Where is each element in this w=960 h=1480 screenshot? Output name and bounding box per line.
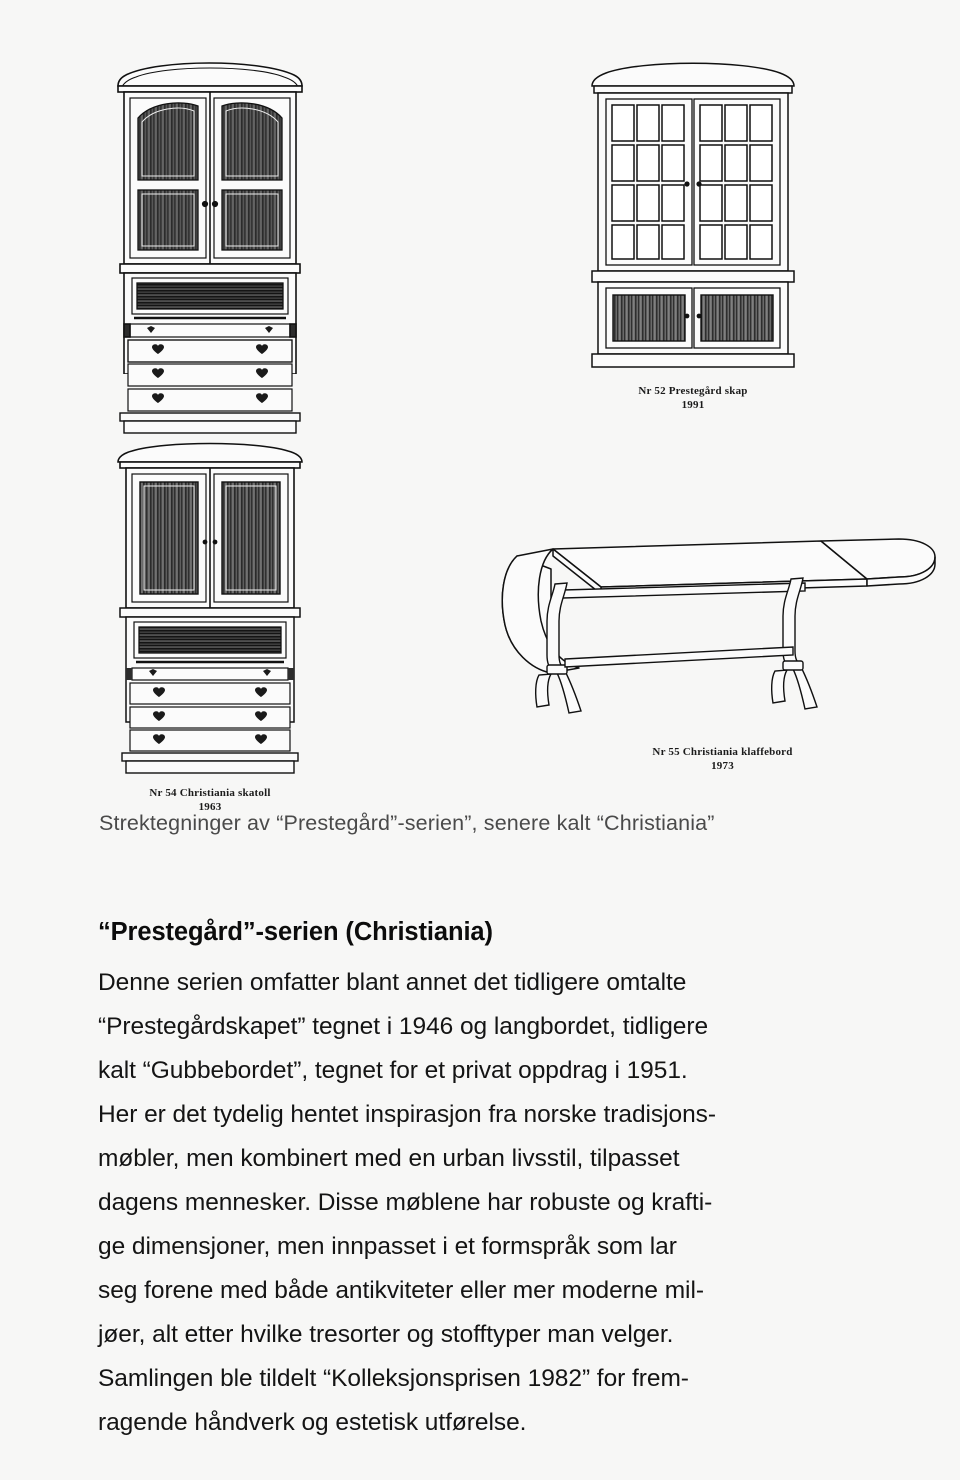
figure-nr-51	[108, 44, 312, 472]
figure-caption-title: Nr 52 Prestegård skap	[638, 385, 748, 397]
body-line: Denne serien omfatter blant annet det tidligere omtalte	[98, 969, 687, 996]
article-body	[98, 918, 888, 1445]
body-line: Her er det tydelig hentet inspirasjon fra norske tradisjons-	[98, 1101, 716, 1128]
figure-caption-title: Nr 54 Christiania skatoll	[149, 787, 271, 799]
plate-caption: Strektegninger av “Prestegård”-serien”, senere kalt “Christiania”	[99, 811, 715, 835]
body-line: ragende håndverk og estetisk utførelse.	[98, 1409, 527, 1436]
drop-leaf-table-drawing	[495, 535, 950, 725]
body-line: ge dimensjoner, men innpasset i et formspråk som lar	[98, 1233, 677, 1260]
body-line: seg forene med både antikviteter eller mer moderne mil-	[98, 1277, 704, 1304]
figure-nr-52	[572, 56, 814, 412]
figure-caption	[572, 384, 814, 412]
figure-caption-year: 1991	[681, 399, 705, 412]
article-paragraph	[98, 961, 888, 1445]
figure-caption-year: 1973	[711, 760, 734, 773]
glazed-cabinet-drawing	[572, 56, 814, 376]
body-line: møbler, men kombinert med en urban livsstil, tilpasset	[98, 1145, 680, 1172]
figure-caption	[495, 745, 950, 773]
cabinet-lower-drawers	[108, 360, 312, 438]
body-line: Samlingen ble tildelt “Kolleksjonsprisen 1982” for frem-	[98, 1365, 689, 1392]
body-line: kalt “Gubbebordet”, tegnet for et privat oppdrag i 1951.	[98, 1057, 688, 1084]
figure-caption-year: 1963	[198, 801, 222, 814]
body-line: dagens mennesker. Disse møblene har robuste og krafti-	[98, 1189, 713, 1216]
figure-nr-55	[495, 535, 950, 773]
body-line: “Prestegårdskapet” tegnet i 1946 og langbordet, tidligere	[98, 1013, 709, 1040]
body-line: jøer, alt etter hvilke tresorter og stofftyper man velger.	[98, 1321, 674, 1348]
figure-nr-54	[108, 438, 312, 814]
cabinet-base-plinth	[108, 728, 312, 780]
figure-caption-title: Nr 55 Christiania klaffebord	[652, 746, 793, 758]
cabinet-panel-doors-drawing	[108, 438, 312, 738]
article-heading: “Prestegård”-serien (Christiania)	[98, 918, 493, 946]
cabinet-arched-top-drawing	[108, 44, 312, 374]
